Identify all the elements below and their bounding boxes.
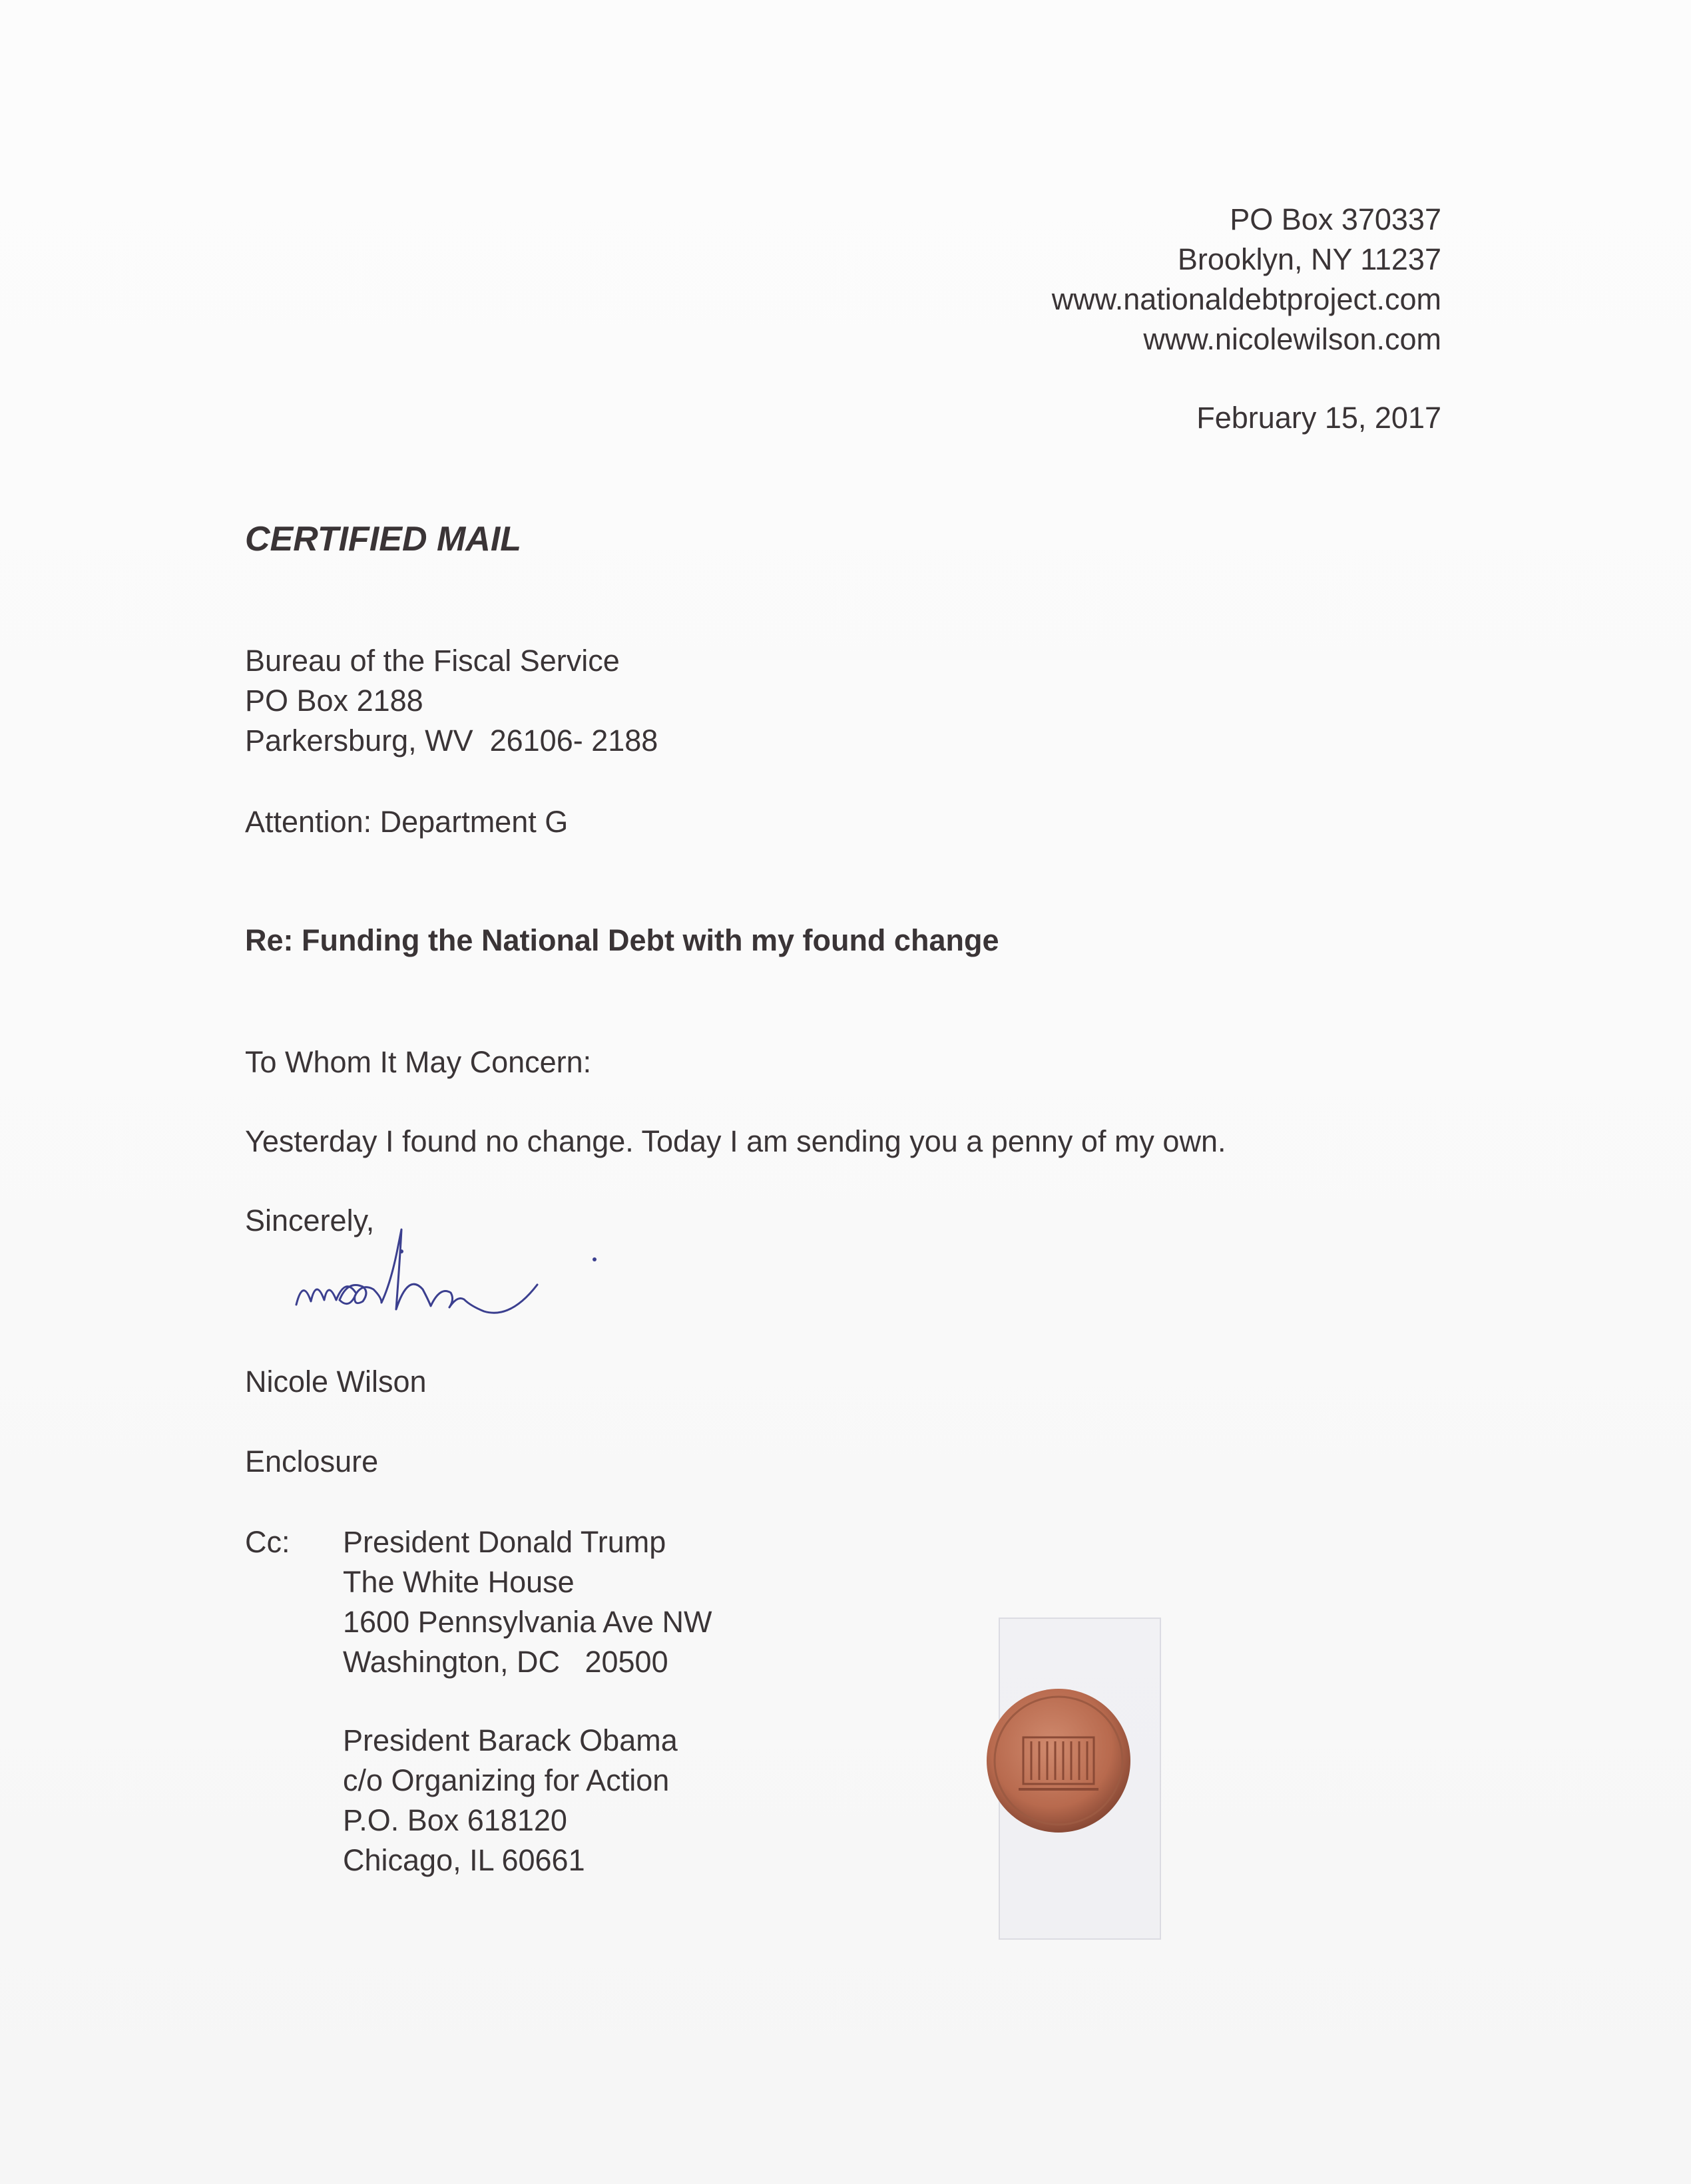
recipient-address-line2: Parkersburg, WV 26106- 2188: [245, 724, 658, 758]
subject-line: Re: Funding the National Debt with my found change: [245, 923, 999, 957]
delivery-method: CERTIFIED MAIL: [245, 520, 522, 558]
letter-date: February 15, 2017: [1196, 401, 1441, 435]
salutation: To Whom It May Concern:: [245, 1045, 592, 1079]
sender-website-1: www.nationaldebtproject.com: [1051, 282, 1441, 316]
sender-address: [1052, 200, 1441, 359]
penny-coin-icon: [982, 1684, 1135, 1837]
closing: Sincerely,: [245, 1203, 375, 1237]
cc-recipient-1-line1: President Donald Trump: [343, 1525, 666, 1559]
attention-line: Attention: Department G: [245, 805, 569, 839]
sender-website-2: www.nicolewilson.com: [1143, 322, 1441, 356]
cc-recipient-2-line4: Chicago, IL 60661: [343, 1843, 585, 1877]
cc-label: Cc:: [245, 1525, 290, 1559]
recipient-address: [245, 641, 658, 761]
cc-recipient-2-line3: P.O. Box 618120: [343, 1803, 567, 1837]
signer-name: Nicole Wilson: [245, 1365, 427, 1399]
cc-recipient-1-line4: Washington, DC 20500: [343, 1645, 668, 1679]
letter-body: Yesterday I found no change. Today I am sending you a penny of my own.: [245, 1124, 1226, 1158]
cc-recipient-1-line2: The White House: [343, 1565, 575, 1599]
handwritten-signature: [283, 1218, 669, 1338]
cc-recipient-2: [343, 1721, 678, 1880]
cc-recipient-2-line1: President Barack Obama: [343, 1723, 678, 1757]
sender-address-line2: Brooklyn, NY 11237: [1177, 242, 1441, 276]
recipient-address-line1: PO Box 2188: [245, 684, 423, 718]
recipient-name: Bureau of the Fiscal Service: [245, 644, 620, 678]
cc-recipient-1: [343, 1522, 712, 1682]
sender-address-line1: PO Box 370337: [1230, 202, 1441, 236]
enclosure-note: Enclosure: [245, 1444, 379, 1478]
cc-recipient-2-line2: c/o Organizing for Action: [343, 1763, 670, 1797]
cc-recipient-1-line3: 1600 Pennsylvania Ave NW: [343, 1605, 712, 1639]
